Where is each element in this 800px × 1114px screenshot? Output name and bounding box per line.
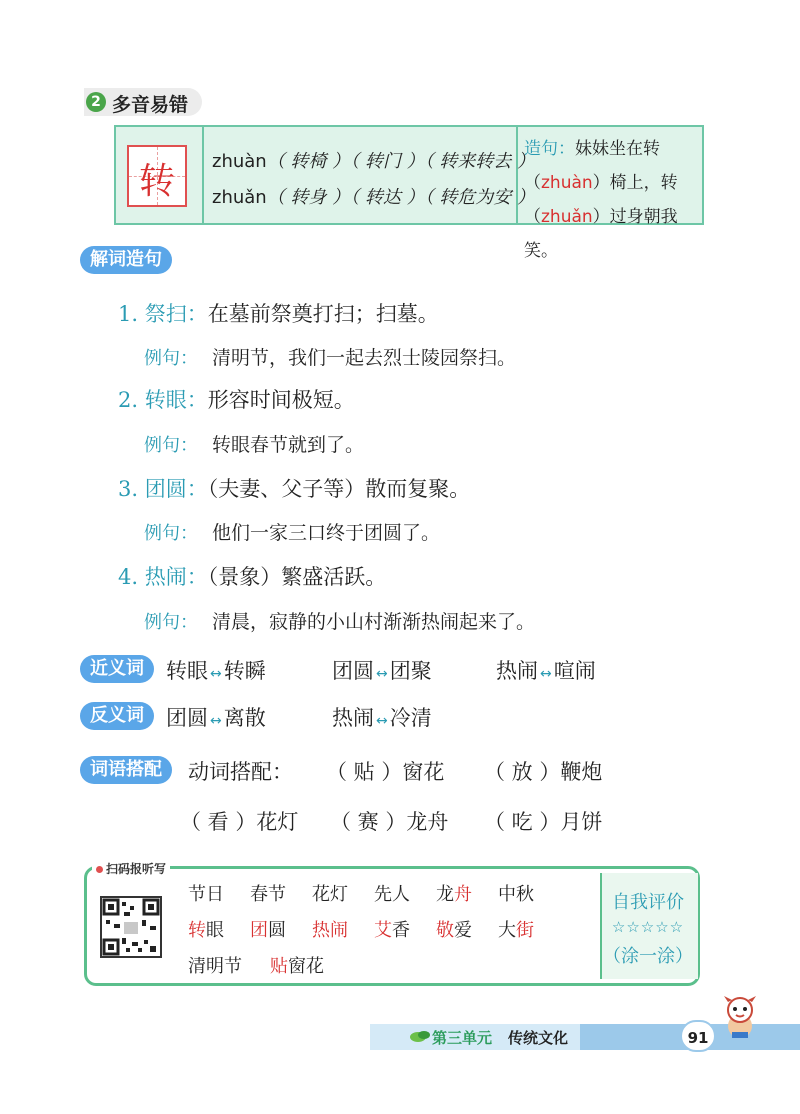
section-title: 多音易错 bbox=[112, 94, 189, 116]
collocation-tag: 词语搭配 bbox=[80, 756, 172, 784]
example-label: 例句： bbox=[144, 348, 198, 369]
word-entry-2 bbox=[118, 384, 355, 414]
sentence-label: 造句： bbox=[524, 139, 575, 159]
dictation-word: 艾香 bbox=[374, 920, 410, 941]
double-arrow-icon: ↔ bbox=[210, 713, 222, 729]
word-entry-1 bbox=[118, 298, 439, 328]
divider bbox=[202, 127, 204, 223]
self-eval-title: 自我评价 bbox=[612, 892, 684, 913]
reading-row-1 bbox=[212, 147, 535, 173]
pinyin: zhuàn bbox=[212, 151, 267, 172]
dictation-word: 先人 bbox=[374, 884, 410, 905]
star-rating[interactable]: ☆☆☆☆☆ bbox=[611, 918, 685, 936]
word-definition: 在墓前祭奠打扫；扫墓。 bbox=[207, 302, 439, 326]
synonym-pair: 转眼 ↔转瞬 bbox=[166, 659, 266, 683]
dictation-word: 节日 bbox=[188, 884, 224, 905]
synonym-pair: 团圆 ↔团聚 bbox=[332, 659, 432, 683]
character-grid bbox=[127, 145, 187, 207]
dictation-word: 春节 bbox=[250, 884, 286, 905]
collocation-label: 动词搭配： bbox=[188, 760, 293, 784]
reading-examples: （ 转身 ）（ 转达 ）（ 转危为安 ） bbox=[266, 187, 536, 208]
sentence-text: 过身朝我笑。 bbox=[524, 207, 678, 261]
example-sentence: 转眼春节就到了。 bbox=[212, 434, 365, 456]
collocation-item: （ 看 ）花灯 bbox=[180, 810, 299, 834]
sentence-pinyin: zhuàn bbox=[541, 173, 593, 193]
qr-code-icon[interactable] bbox=[100, 896, 162, 958]
dictation-word: 中秋 bbox=[498, 884, 534, 905]
double-arrow-icon: ↔ bbox=[210, 666, 222, 682]
example-sentence: 他们一家三口终于团圆了。 bbox=[212, 522, 441, 544]
pinyin: zhuǎn bbox=[212, 187, 267, 208]
dictation-word: 花灯 bbox=[312, 884, 348, 905]
word-definition: （景象）繁盛活跃。 bbox=[207, 565, 387, 589]
sentence-text: 椅上，转 bbox=[609, 173, 678, 193]
self-eval-hint: （涂一涂） bbox=[603, 946, 693, 967]
word-definition: 形容时间极短。 bbox=[207, 388, 355, 412]
word-number: 1. 祭扫： bbox=[118, 302, 208, 326]
synonyms-tag: 近义词 bbox=[80, 655, 154, 683]
double-arrow-icon: ↔ bbox=[376, 666, 388, 682]
antonym-pair: 团圆 ↔离散 bbox=[166, 706, 266, 730]
word-number: 4. 热闹： bbox=[118, 565, 208, 589]
collocation-item: （ 贴 ）窗花 bbox=[326, 760, 445, 784]
page-number: 91 bbox=[680, 1020, 716, 1052]
word-entry-3 bbox=[118, 473, 470, 503]
dictation-word: 大街 bbox=[498, 920, 534, 941]
dictation-word: 团圆 bbox=[250, 920, 286, 941]
word-number: 2. 转眼： bbox=[118, 388, 208, 412]
example-sentence: 清晨，寂静的小山村渐渐热闹起来了。 bbox=[212, 611, 536, 633]
unit-label: 第三单元 bbox=[432, 1029, 493, 1047]
double-arrow-icon: ↔ bbox=[540, 666, 552, 682]
word-number: 3. 团圆： bbox=[118, 477, 208, 501]
antonym-pair: 热闹 ↔冷清 bbox=[332, 706, 432, 730]
reading-row-2 bbox=[212, 183, 535, 209]
dictation-word: 敬爱 bbox=[436, 920, 472, 941]
section-number-badge: 2 bbox=[86, 92, 106, 112]
example-label: 例句： bbox=[144, 523, 198, 544]
dictation-word: 转眼 bbox=[188, 920, 224, 941]
reading-examples: （ 转椅 ）（ 转门 ）（ 转来转去 ） bbox=[266, 151, 536, 172]
explain-tag: 解词造句 bbox=[80, 246, 172, 274]
example-label: 例句： bbox=[144, 435, 198, 456]
collocation-item: （ 放 ）鞭炮 bbox=[484, 760, 603, 784]
dictation-word: 清明节 bbox=[188, 956, 242, 977]
example-sentence: 清明节，我们一起去烈士陵园祭扫。 bbox=[212, 347, 517, 369]
dictation-word: 贴窗花 bbox=[270, 956, 324, 977]
dictation-word: 龙舟 bbox=[436, 884, 472, 905]
sentence-text: 妹妹坐在转 bbox=[575, 139, 660, 159]
word-definition: （夫妻、父子等）散而复聚。 bbox=[207, 477, 471, 501]
double-arrow-icon: ↔ bbox=[376, 713, 388, 729]
collocation-item: （ 吃 ）月饼 bbox=[484, 810, 603, 834]
word-entry-4 bbox=[118, 561, 386, 591]
dictation-word: 热闹 bbox=[312, 920, 348, 941]
antonyms-tag: 反义词 bbox=[80, 702, 154, 730]
dictation-tag: 扫码报听写 bbox=[92, 860, 170, 877]
sentence-block: 造句：妹妹坐在转 （zhuàn）椅上，转 （zhuǎn）过身朝我笑。 bbox=[524, 139, 678, 261]
leaf-icon bbox=[410, 1028, 430, 1044]
polyphone-character: 转 bbox=[138, 161, 175, 202]
synonym-pair: 热闹 ↔喧闹 bbox=[496, 659, 596, 683]
example-label: 例句： bbox=[144, 612, 198, 633]
mascot-icon bbox=[718, 994, 762, 1040]
sentence-pinyin: zhuǎn bbox=[541, 207, 593, 227]
unit-name: 传统文化 bbox=[508, 1029, 569, 1047]
collocation-item: （ 赛 ）龙舟 bbox=[330, 810, 449, 834]
